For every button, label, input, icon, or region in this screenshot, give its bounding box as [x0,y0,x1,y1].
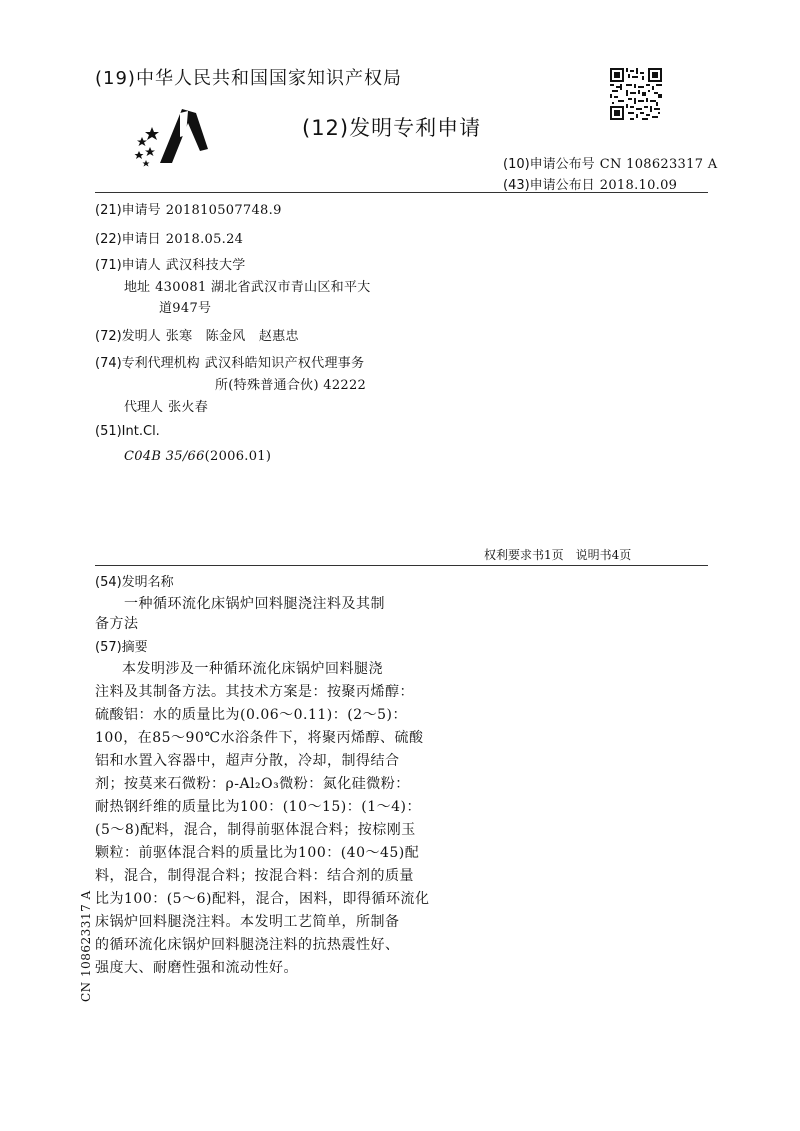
abstract-line: 床锅炉回料腿浇注料。本发明工艺简单，所制备 [95,914,400,930]
side-publication-number [76,890,98,1005]
abstract-divider [95,565,708,566]
abstract-line: 料，混合，制得混合料；按混合料：结合剂的质量 [95,868,414,884]
inventor-row [95,325,299,344]
ipc-version: (2006.01) [204,449,272,464]
address-line-2: 道947号 [159,301,212,316]
application-number-label: (21)申请号 [95,203,161,218]
abstract-line: 100，在85～90℃水浴条件下，将聚丙烯醇、硫酸 [95,730,424,746]
application-date-row [95,228,243,247]
application-date: 2018.05.24 [165,232,244,247]
ipc-label: (51)Int.Cl. [95,424,160,439]
applicant-label: (71)申请人 [95,258,161,273]
abstract-line: 铝和水置入容器中，超声分散，冷却，制得结合 [95,753,400,769]
abstract-line: 耐热钢纤维的质量比为100：(10～15)：(1～4)： [95,799,422,815]
agent: 张火春 [168,400,209,415]
abstract-line: (5～8)配料，混合，制得前驱体混合料；按棕刚玉 [95,822,416,838]
publication-date-label: (43)申请公布日 [503,178,595,193]
application-number-row [95,199,282,218]
abstract-line: 剂；按莫来石微粉：ρ-Al₂O₃微粉：氮化硅微粉： [95,776,410,792]
invention-title-line-1: 一种循环流化床锅炉回料腿浇注料及其制 [124,596,385,612]
agency-line-1: 武汉科皓知识产权代理事务 [204,356,365,371]
inventors: 张寒 陈金风 赵惠忠 [165,329,299,344]
abstract-line: 注料及其制备方法。其技术方案是：按聚丙烯醇： [95,684,414,700]
publication-number-label: (10)申请公布号 [503,157,595,172]
applicant-row [95,254,246,273]
abstract-line: 强度大、耐磨性强和流动性好。 [95,960,298,976]
qr-code [610,68,662,120]
agency-label: (74)专利代理机构 [95,356,200,371]
publication-number: CN 108623317 A [599,157,718,172]
agent-row [124,396,208,415]
publication-date: 2018.10.09 [599,178,678,193]
inventor-label: (72)发明人 [95,329,161,344]
publication-date-row [503,174,677,193]
applicant: 武汉科技大学 [165,258,246,273]
abstract-line: 硫酸铝：水的质量比为(0.06～0.11)：(2～5)： [95,707,408,723]
header-divider [95,192,708,193]
agency-row [95,352,364,371]
abstract-line: 比为100：(5～6)配料，混合，困料，即得循环流化 [95,891,430,907]
office-name: (19)中华人民共和国国家知识产权局 [95,68,402,89]
abstract-label: (57)摘要 [95,640,148,655]
abstract-line: 颗粒：前驱体混合料的质量比为100：(40～45)配 [95,845,420,861]
publication-number-row [503,153,717,172]
application-date-label: (22)申请日 [95,232,161,247]
side-publication-text: CN 108623317 A [79,890,93,1002]
agent-label: 代理人 [124,400,164,415]
agency-line-2: 所(特殊普通合伙) 42222 [215,378,367,393]
title-label: (54)发明名称 [95,575,174,590]
cnipa-logo [130,105,212,167]
abstract-line: 的循环流化床锅炉回料腿浇注料的抗热震性好、 [95,937,400,953]
document-type: (12)发明专利申请 [302,116,482,140]
abstract-line: 本发明涉及一种循环流化床锅炉回料腿浇 [122,661,383,677]
page-count: 权利要求书1页 说明书4页 [484,548,632,562]
address-label: 地址 [124,280,151,295]
address-row [124,276,371,295]
application-number: 201810507748.9 [165,203,282,218]
ipc-code: C04B 35/66 [124,449,205,464]
address-line-1: 430081 湖北省武汉市青山区和平大 [155,280,371,295]
ipc-row [124,445,271,464]
invention-title-line-2: 备方法 [95,616,139,632]
